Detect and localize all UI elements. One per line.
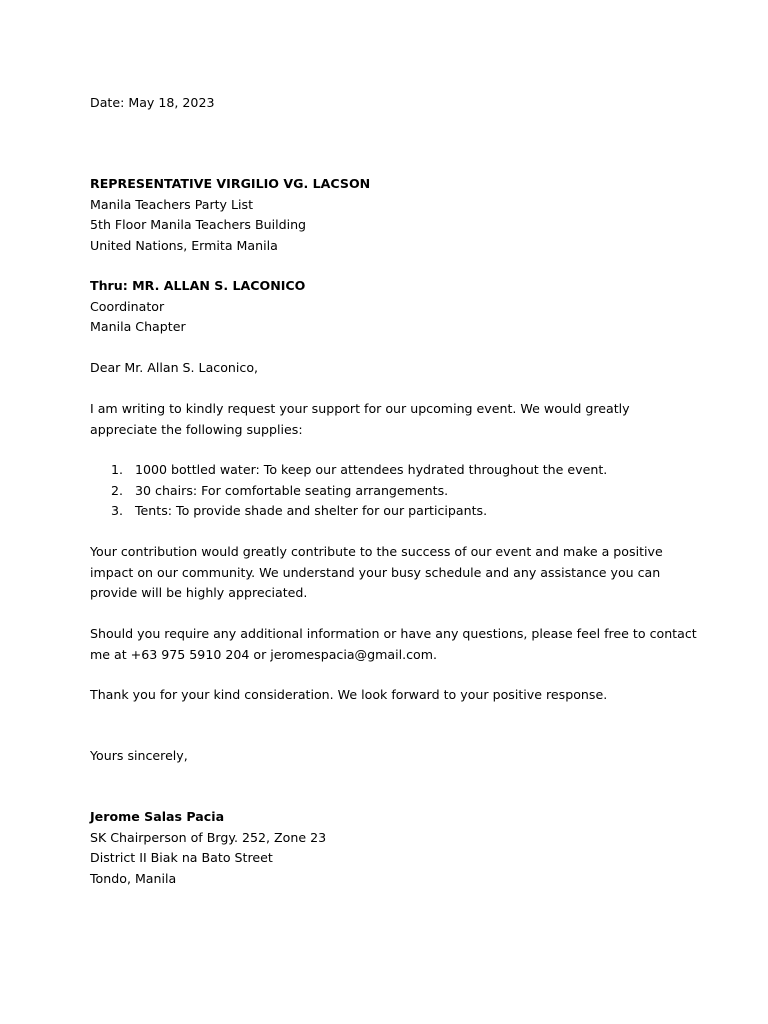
list-text: 1000 bottled water: To keep our attendees hydrated throughout the event. — [135, 462, 608, 477]
paragraph-line: me at +63 975 5910 204 or jeromespacia@gmail.com. — [90, 646, 438, 662]
salutation-text: Dear Mr. Allan S. Laconico, — [90, 360, 259, 375]
signatory-line: SK Chairperson of Brgy. 252, Zone 23 — [90, 829, 327, 845]
list-item — [90, 481, 690, 502]
recipient-name: REPRESENTATIVE VIRGILIO VG. LACSON — [90, 176, 371, 191]
thru-block — [90, 276, 690, 338]
closing — [90, 746, 690, 767]
paragraph-line: impact on our community. We understand your busy schedule and any assistance you can — [90, 564, 661, 580]
recipient-line: United Nations, Ermita Manila — [90, 237, 278, 253]
closing-text: Yours sincerely, — [90, 748, 188, 763]
list-text: 30 chairs: For comfortable seating arrangements. — [135, 482, 449, 498]
signature-block — [90, 807, 690, 889]
thru-line: Coordinator — [90, 298, 165, 314]
signatory-line: Tondo, Manila — [90, 870, 177, 886]
recipient-line: 5th Floor Manila Teachers Building — [90, 217, 307, 232]
contact-paragraph — [90, 624, 697, 665]
thru-name: Thru: MR. ALLAN S. LACONICO — [90, 278, 306, 293]
recipient-line: Manila Teachers Party List — [90, 196, 254, 212]
list-text: Tents: To provide shade and shelter for our participants. — [135, 503, 488, 518]
recipient-block — [90, 174, 690, 256]
date-line: Date: May 18, 2023 — [90, 95, 215, 110]
thanks-paragraph — [90, 685, 690, 706]
list-number: 2. — [111, 482, 124, 498]
contribution-paragraph — [90, 542, 690, 604]
paragraph-line: Should you require any additional information or have any questions, please feel free to contact — [90, 626, 697, 641]
paragraph-line: Your contribution would greatly contribute to the success of our event and make a positive — [90, 544, 663, 559]
signatory-name: Jerome Salas Pacia — [90, 809, 225, 824]
salutation — [90, 358, 690, 379]
intro-paragraph — [90, 399, 690, 440]
paragraph-line: provide will be highly appreciated. — [90, 585, 308, 600]
list-number: 1. — [111, 462, 124, 477]
thru-line: Manila Chapter — [90, 319, 186, 334]
paragraph-line: I am writing to kindly request your support for our upcoming event. We would greatly — [90, 401, 630, 416]
letter-date — [90, 93, 690, 114]
paragraph-line: Thank you for your kind consideration. We look forward to your positive response. — [90, 687, 608, 702]
paragraph-line: appreciate the following supplies: — [90, 421, 303, 437]
list-number: 3. — [111, 503, 124, 518]
list-item — [90, 501, 690, 522]
signatory-line: District II Biak na Bato Street — [90, 850, 273, 865]
list-item — [90, 460, 690, 481]
supplies-list — [90, 460, 690, 522]
